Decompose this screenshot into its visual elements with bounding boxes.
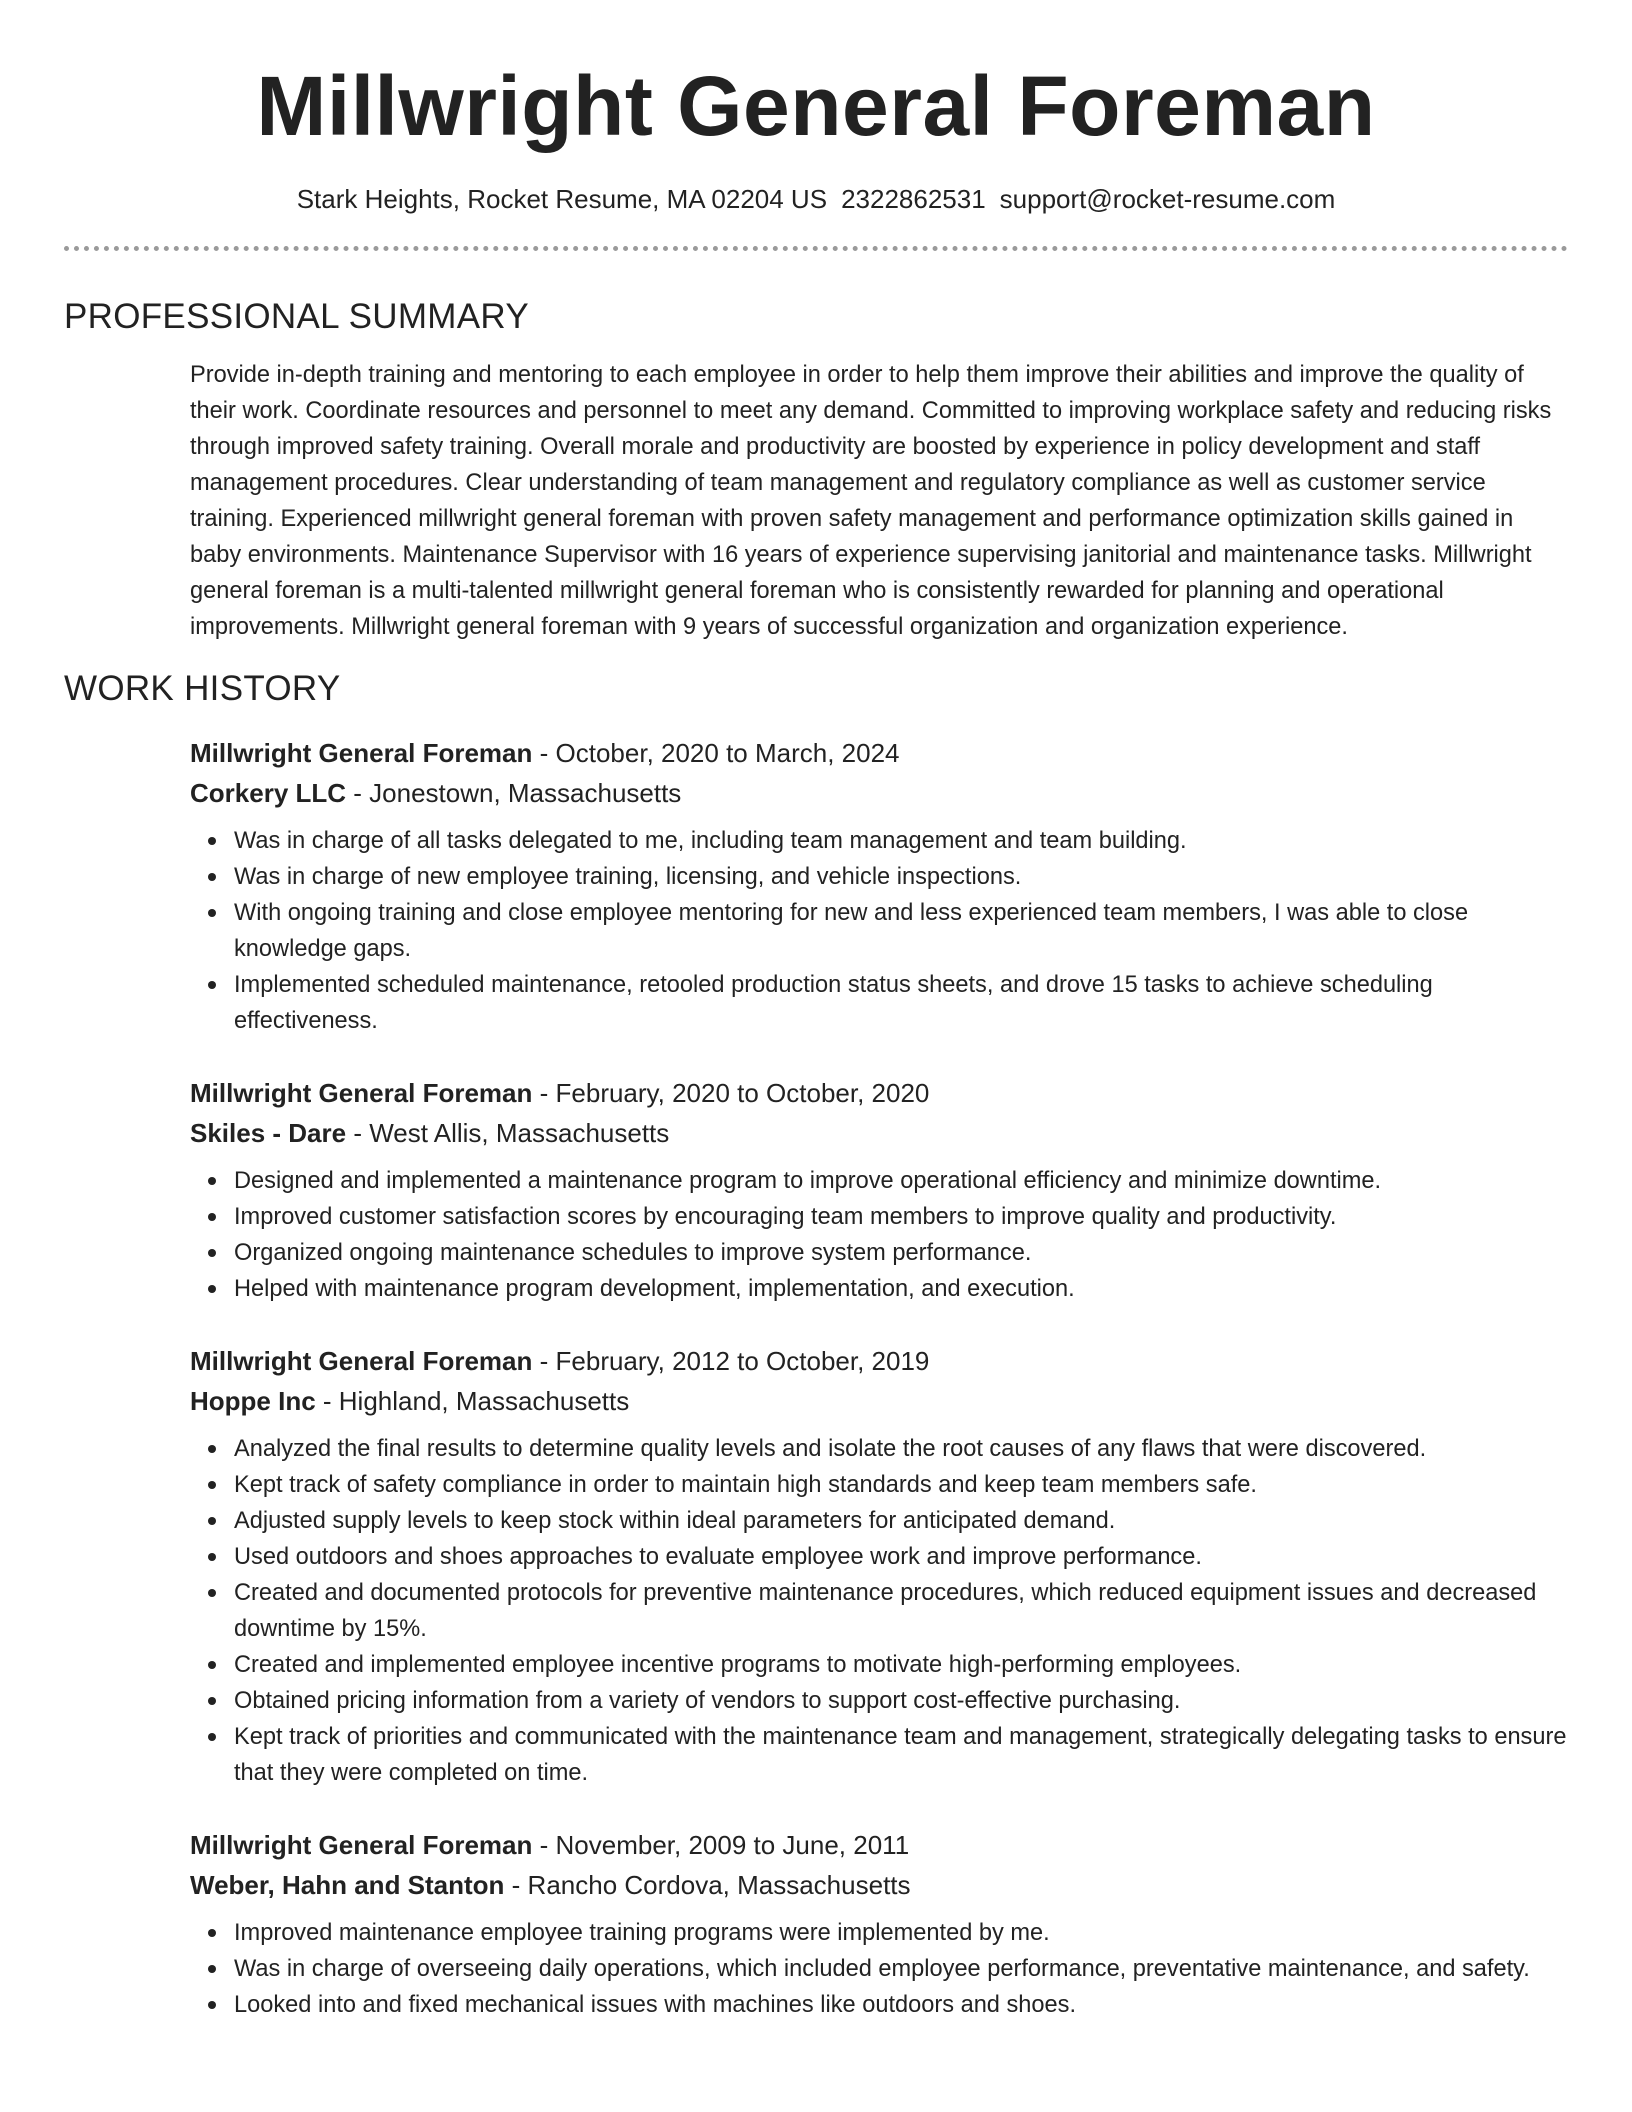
job-bullet: Analyzed the final results to determine quality levels and isolate the root causes of any flaws that were discovered. [234,1431,1568,1467]
job-location: - West Allis, Massachusetts [346,1118,670,1148]
job-title-line [190,1341,1568,1381]
job-bullet-list [190,1915,1568,2023]
job-bullet: Looked into and fixed mechanical issues with machines like outdoors and shoes. [234,1987,1568,2023]
job-bullet-list [190,1431,1568,1791]
job-company: Corkery LLC [190,778,347,808]
job-bullet: Created and implemented employee incentive programs to motivate high-performing employees. [234,1647,1568,1683]
resume-page [64,0,1568,2023]
job-bullet-list [190,823,1568,1039]
job-dates: - February, 2020 to October, 2020 [532,1078,930,1108]
job-bullet: Helped with maintenance program development, implementation, and execution. [234,1271,1568,1307]
job-bullet: Implemented scheduled maintenance, retooled production status sheets, and drove 15 tasks to achieve scheduling effectiveness. [234,967,1568,1039]
job-entry [190,1825,1568,2023]
job-title: Millwright General Foreman [190,1346,533,1376]
job-bullet-list [190,1163,1568,1307]
resume-name: Millwright General Foreman [256,59,1376,153]
job-dates: - February, 2012 to October, 2019 [532,1346,930,1376]
job-bullet: Created and documented protocols for preventive maintenance procedures, which reduced equipment issues and decreased downtime by 15%. [234,1575,1568,1647]
contact-email: support@rocket-resume.com [999,184,1336,214]
job-location: - Rancho Cordova, Massachusetts [504,1870,911,1900]
job-bullet: Improved customer satisfaction scores by encouraging team members to improve quality and productivity. [234,1199,1568,1235]
job-title: Millwright General Foreman [190,1830,533,1860]
job-dates: - October, 2020 to March, 2024 [532,738,900,768]
job-company-line [190,1113,1568,1153]
job-bullet: With ongoing training and close employee mentoring for new and less experienced team members, I was able to close knowledge gaps. [234,895,1568,967]
job-title: Millwright General Foreman [190,1078,533,1108]
job-bullet: Organized ongoing maintenance schedules to improve system performance. [234,1235,1568,1271]
job-company-line [190,1381,1568,1421]
summary-heading: PROFESSIONAL SUMMARY [64,297,529,336]
job-company-line [190,773,1568,813]
contact-phone: 2322862531 [841,184,986,214]
job-bullet: Was in charge of overseeing daily operations, which included employee performance, preventative maintenance, and safety. [234,1951,1568,1987]
job-bullet: Was in charge of new employee training, licensing, and vehicle inspections. [234,859,1568,895]
work-history-heading: WORK HISTORY [64,669,341,708]
contact-address: Stark Heights, Rocket Resume, MA 02204 US [296,184,828,214]
job-bullet: Kept track of priorities and communicated with the maintenance team and management, strategically delegating tasks to ensure that they were completed on time. [234,1719,1568,1791]
job-location: - Jonestown, Massachusetts [346,778,682,808]
job-company-line [190,1865,1568,1905]
job-title-line [190,1825,1568,1865]
job-company: Hoppe Inc [190,1386,316,1416]
job-location: - Highland, Massachusetts [315,1386,630,1416]
job-bullet: Was in charge of all tasks delegated to me, including team management and team building. [234,823,1568,859]
job-entry [190,1073,1568,1307]
job-bullet: Kept track of safety compliance in order to maintain high standards and keep team members safe. [234,1467,1568,1503]
job-title: Millwright General Foreman [190,738,533,768]
job-bullet: Used outdoors and shoes approaches to evaluate employee work and improve performance. [234,1539,1568,1575]
job-bullet: Designed and implemented a maintenance program to improve operational efficiency and minimize downtime. [234,1163,1568,1199]
job-entry [190,1341,1568,1791]
job-title-line [190,733,1568,773]
job-company: Skiles - Dare [190,1118,347,1148]
header-divider [64,246,1568,251]
job-dates: - November, 2009 to June, 2011 [532,1830,910,1860]
job-entry [190,733,1568,1039]
job-bullet: Obtained pricing information from a variety of vendors to support cost-effective purchasing. [234,1683,1568,1719]
job-bullet: Adjusted supply levels to keep stock within ideal parameters for anticipated demand. [234,1503,1568,1539]
job-company: Weber, Hahn and Stanton [190,1870,505,1900]
contact-line [64,182,1568,216]
job-title-line [190,1073,1568,1113]
job-bullet: Improved maintenance employee training programs were implemented by me. [234,1915,1568,1951]
summary-text: Provide in-depth training and mentoring to each employee in order to help them improve their abilities and improve the quality of their work. Coordinate resources and personnel to meet any demand. Committed to improving workplace safety and reducing risks through improved safety training. Overall morale and productivity are boosted by experience in policy development and staff management procedures. Clear understanding of team management and regulatory compliance as well as customer service training. Experienced millwright general foreman with proven safety management and performance optimization skills gained in baby environments. Maintenance Supervisor with 16 years of experience supervising janitorial and maintenance tasks. Millwright general foreman is a multi-talented millwright general foreman who is consistently rewarded for planning and operational improvements. Millwright general foreman with 9 years of successful organization and organization experience. [190,362,1552,640]
